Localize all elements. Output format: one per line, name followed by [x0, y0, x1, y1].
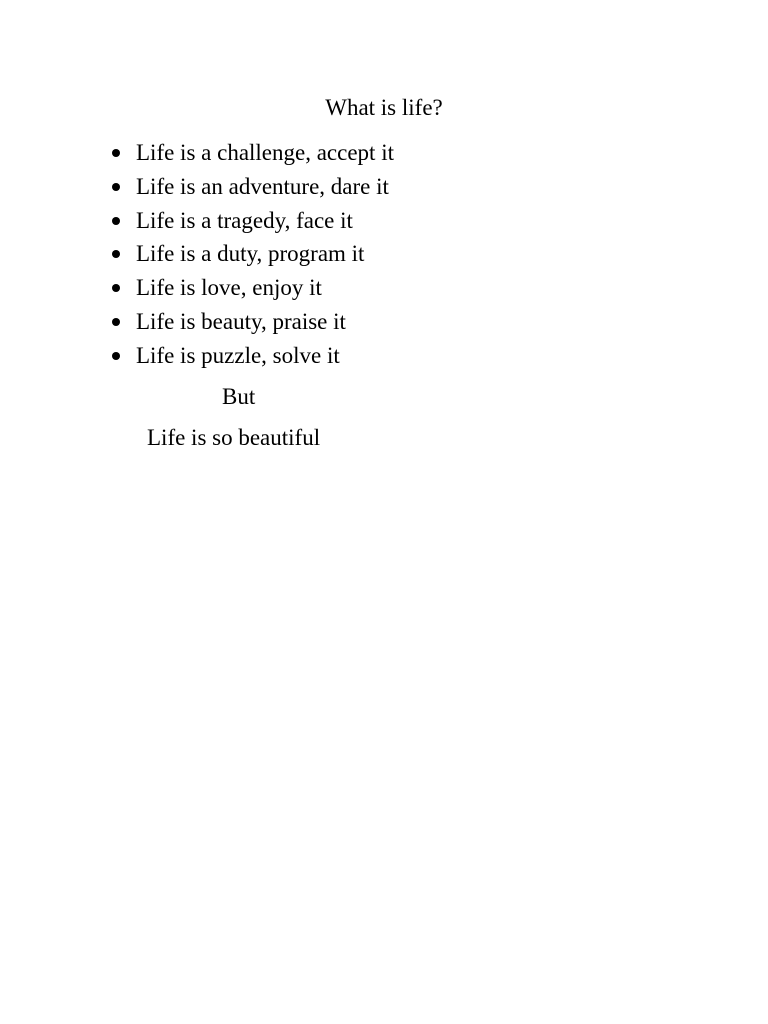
list-item-text: Life is love, enjoy it [136, 275, 322, 301]
list-item-text: Life is puzzle, solve it [136, 342, 340, 368]
list-item [110, 308, 394, 342]
list-item [110, 240, 394, 274]
list-item [110, 139, 394, 173]
poem-list [110, 139, 394, 376]
bullet-icon [112, 149, 120, 157]
bullet-icon [112, 250, 120, 258]
list-item [110, 173, 394, 207]
bullet-icon [112, 217, 120, 225]
closing-line: Life is so beautiful [147, 425, 321, 450]
list-item [110, 274, 394, 308]
list-item-text: Life is a challenge, accept it [136, 140, 394, 165]
document-title: What is life? [325, 95, 443, 120]
list-item-text: Life is a duty, program it [136, 241, 365, 267]
bullet-icon [112, 352, 120, 360]
list-item-text: Life is an adventure, dare it [136, 173, 389, 199]
list-item [110, 207, 394, 241]
list-item-text: Life is beauty, praise it [136, 308, 346, 334]
bullet-icon [112, 284, 120, 292]
list-item-text: Life is a tragedy, face it [136, 207, 353, 233]
bullet-icon [112, 318, 120, 326]
list-item [110, 342, 394, 376]
conjunction-text: But [222, 384, 256, 409]
bullet-icon [112, 183, 120, 191]
